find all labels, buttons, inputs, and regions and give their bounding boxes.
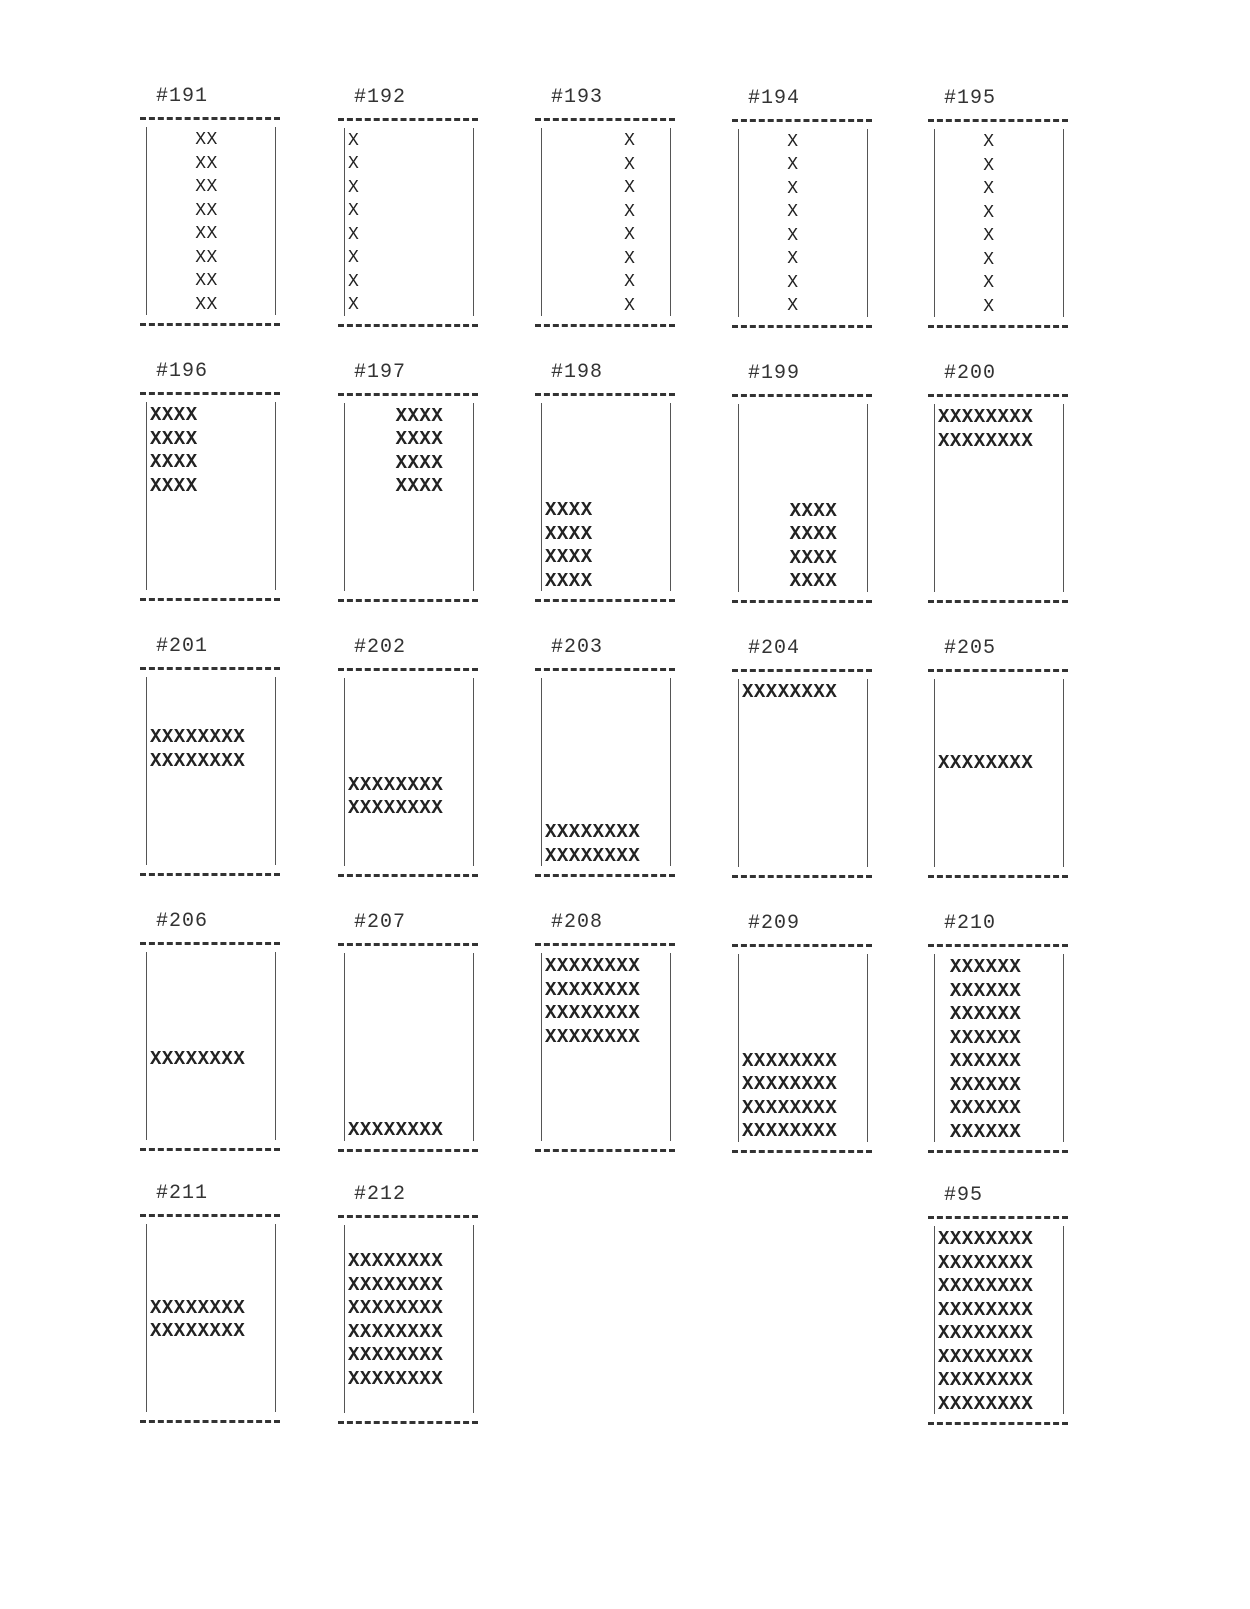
pattern-grid <box>348 1250 470 1391</box>
dashed-rule-bottom <box>535 599 675 602</box>
dashed-rule-bottom <box>338 599 478 602</box>
dashed-rule-top <box>928 119 1068 122</box>
pattern-row: X <box>545 201 636 222</box>
pattern-row: XXXX <box>545 499 593 522</box>
pattern-grid <box>938 956 1060 1144</box>
pattern-panel-209 <box>732 912 872 1162</box>
dashed-rule-top <box>338 1215 478 1218</box>
pattern-row: XXXX <box>348 475 444 498</box>
pattern-row: XXXXXX <box>938 1097 1022 1120</box>
pattern-row: X <box>348 130 360 151</box>
pattern-panel-196 <box>140 360 280 610</box>
pattern-row: XXXX <box>150 474 198 497</box>
pattern-row: XXXXXXXX <box>938 751 1034 774</box>
pattern-label: #198 <box>551 361 604 385</box>
pattern-row: X <box>545 131 636 152</box>
pattern-row: XXXXXXXX <box>938 1392 1034 1415</box>
pattern-row: X <box>545 295 636 316</box>
pattern-row: XXXXXX <box>938 1050 1022 1073</box>
pattern-row: XXXXXXXX <box>742 1120 838 1143</box>
pattern-row: X <box>938 249 995 270</box>
pattern-frame <box>738 679 868 867</box>
dashed-rule-bottom <box>928 325 1068 328</box>
dashed-rule-bottom <box>732 600 872 603</box>
pattern-label: #207 <box>354 910 407 934</box>
pattern-panel-212 <box>338 1183 478 1433</box>
pattern-row: XXXX <box>742 546 838 569</box>
pattern-label: #199 <box>748 361 801 385</box>
pattern-grid <box>742 1050 864 1144</box>
dashed-rule-bottom <box>140 1420 280 1423</box>
pattern-label: #191 <box>156 85 209 108</box>
pattern-row: XX <box>150 224 241 244</box>
pattern-grid <box>938 1228 1060 1416</box>
pattern-row: XX <box>150 153 241 174</box>
pattern-frame <box>344 1225 474 1413</box>
dashed-rule-top <box>928 394 1068 397</box>
pattern-label: #196 <box>156 360 209 383</box>
pattern-panel-194 <box>732 87 872 337</box>
dashed-rule-bottom <box>928 1422 1068 1425</box>
pattern-row: X <box>742 225 799 246</box>
dashed-rule-top <box>535 943 675 946</box>
pattern-panel-192 <box>338 86 478 336</box>
pattern-frame <box>738 954 868 1142</box>
pattern-grid <box>545 130 667 318</box>
dashed-rule-bottom <box>928 1150 1068 1153</box>
pattern-row: X <box>938 155 995 176</box>
pattern-row: XXXXXXXX <box>545 978 641 1001</box>
pattern-label: #202 <box>354 635 407 659</box>
dashed-rule-top <box>140 942 280 945</box>
pattern-row: XXXXXXXX <box>150 1320 246 1342</box>
pattern-row: X <box>545 248 636 269</box>
pattern-panel-197 <box>338 361 478 611</box>
pattern-row: XXXX <box>348 428 444 451</box>
pattern-row: X <box>545 225 636 246</box>
dashed-rule-top <box>732 944 872 947</box>
pattern-frame <box>146 1224 276 1412</box>
pattern-label: #209 <box>748 911 801 935</box>
pattern-grid <box>545 955 667 1049</box>
dashed-rule-bottom <box>535 1149 675 1152</box>
pattern-panel-195 <box>928 87 1068 337</box>
pattern-row: XXXX <box>742 499 838 522</box>
pattern-row: X <box>742 249 799 270</box>
pattern-row: XXXXXXXX <box>545 1002 641 1025</box>
pattern-row: XXXXXX <box>938 1003 1022 1026</box>
pattern-frame <box>541 678 671 866</box>
pattern-row: XX <box>150 294 241 315</box>
dashed-rule-bottom <box>732 325 872 328</box>
pattern-grid <box>545 499 667 593</box>
pattern-row: XXXX <box>545 546 593 569</box>
dashed-rule-bottom <box>928 600 1068 603</box>
pattern-row: XXXXXXXX <box>348 1344 444 1367</box>
dashed-rule-bottom <box>928 875 1068 878</box>
pattern-row: X <box>938 273 995 294</box>
pattern-label: #206 <box>156 910 209 933</box>
dashed-rule-bottom <box>338 1421 478 1424</box>
pattern-grid <box>545 821 667 868</box>
pattern-label: #211 <box>156 1182 209 1205</box>
pattern-label: #212 <box>354 1182 407 1206</box>
pattern-frame <box>541 128 671 316</box>
pattern-row: XXXXXXXX <box>938 1251 1034 1274</box>
dashed-rule-top <box>140 117 280 120</box>
dashed-rule-top <box>928 1216 1068 1219</box>
pattern-label: #195 <box>944 87 997 111</box>
pattern-panel-208 <box>535 911 675 1161</box>
pattern-label: #200 <box>944 362 997 386</box>
pattern-frame <box>541 403 671 591</box>
dashed-rule-bottom <box>140 1148 280 1151</box>
pattern-row: X <box>938 132 995 153</box>
dashed-rule-bottom <box>338 874 478 877</box>
pattern-row: X <box>742 202 799 223</box>
dashed-rule-top <box>140 392 280 395</box>
pattern-row: XXXXXXXX <box>150 749 246 772</box>
pattern-panel-203 <box>535 636 675 886</box>
dashed-rule-bottom <box>535 874 675 877</box>
pattern-panel-193 <box>535 86 675 336</box>
pattern-frame <box>934 1226 1064 1414</box>
pattern-frame <box>146 677 276 865</box>
pattern-label: #204 <box>748 636 801 660</box>
pattern-row: XXXXXXXX <box>348 1320 444 1343</box>
pattern-frame <box>146 952 276 1140</box>
pattern-row: X <box>742 178 799 199</box>
pattern-grid <box>348 130 470 318</box>
pattern-label: #205 <box>944 637 997 661</box>
pattern-row: XXXX <box>545 569 593 592</box>
dashed-rule-bottom <box>732 1150 872 1153</box>
pattern-row: XXXXXXXX <box>348 773 444 796</box>
dashed-rule-bottom <box>535 324 675 327</box>
pattern-grid <box>742 131 864 319</box>
pattern-panel-211 <box>140 1182 280 1432</box>
pattern-label: #208 <box>551 911 604 935</box>
pattern-panel-206 <box>140 910 280 1160</box>
pattern-row: XXXX <box>742 570 838 593</box>
dashed-rule-top <box>140 1214 280 1217</box>
pattern-panel-204 <box>732 637 872 887</box>
pattern-row: XXXXXX <box>938 979 1022 1002</box>
pattern-row: X <box>742 296 799 317</box>
pattern-frame <box>344 953 474 1141</box>
pattern-row: XXXX <box>150 404 198 426</box>
pattern-row: XX <box>150 200 241 221</box>
pattern-grid <box>938 406 1060 453</box>
pattern-row: XXXXXXXX <box>938 1322 1034 1345</box>
pattern-row: XXXXXXXX <box>545 955 641 978</box>
pattern-row: XXXXXXXX <box>348 1119 444 1142</box>
pattern-row: X <box>348 177 360 198</box>
pattern-row: X <box>545 154 636 175</box>
dashed-rule-bottom <box>140 323 280 326</box>
pattern-grid <box>150 404 272 498</box>
pattern-row: XXXX <box>545 522 593 545</box>
pattern-label: #203 <box>551 636 604 660</box>
pattern-row: XX <box>150 247 241 268</box>
pattern-frame <box>738 404 868 592</box>
pattern-row: XXXXXXXX <box>742 1096 838 1119</box>
pattern-row: XXXXXXXX <box>348 1250 444 1273</box>
pattern-grid <box>150 1297 272 1344</box>
pattern-row: XXXXXXXX <box>150 726 246 748</box>
dashed-rule-top <box>928 944 1068 947</box>
pattern-row: XXXXXXXX <box>348 1297 444 1320</box>
pattern-label: #95 <box>944 1184 984 1208</box>
pattern-row: X <box>348 154 360 175</box>
pattern-row: XXXX <box>150 427 198 450</box>
pattern-row: XXXXXX <box>938 1120 1022 1143</box>
dashed-rule-bottom <box>140 873 280 876</box>
pattern-panel-198 <box>535 361 675 611</box>
pattern-panel-95 <box>928 1184 1068 1434</box>
pattern-panel-210 <box>928 912 1068 1162</box>
pattern-row: X <box>742 272 799 293</box>
pattern-row: XXXXXXXX <box>938 1228 1034 1251</box>
pattern-grid <box>150 129 272 317</box>
dashed-rule-top <box>338 393 478 396</box>
dashed-rule-top <box>732 669 872 672</box>
pattern-grid <box>348 1119 470 1143</box>
pattern-frame <box>541 953 671 1141</box>
pattern-row: XXXXXXXX <box>545 1025 641 1048</box>
dashed-rule-top <box>535 393 675 396</box>
pattern-row: XXXX <box>348 451 444 474</box>
pattern-row: X <box>938 202 995 223</box>
pattern-row: XXXXXX <box>938 1026 1022 1049</box>
dashed-rule-top <box>535 668 675 671</box>
pattern-grid <box>150 726 272 773</box>
pattern-frame <box>146 402 276 590</box>
pattern-frame <box>738 129 868 317</box>
pattern-row: XX <box>150 130 241 150</box>
pattern-row: X <box>348 295 360 316</box>
pattern-row: X <box>348 224 360 245</box>
pattern-row: XXXXXXXX <box>742 1073 838 1096</box>
pattern-label: #197 <box>354 360 407 384</box>
dashed-rule-top <box>338 118 478 121</box>
pattern-row: XXXXXXXX <box>938 406 1034 429</box>
dashed-rule-bottom <box>338 1149 478 1152</box>
dashed-rule-top <box>140 667 280 670</box>
pattern-panel-191 <box>140 85 280 335</box>
pattern-row: XXXX <box>150 451 198 473</box>
dashed-rule-top <box>535 118 675 121</box>
pattern-row: XXXX <box>348 404 444 427</box>
pattern-row: X <box>742 155 799 176</box>
pattern-row: XXXXXXXX <box>545 844 641 867</box>
pattern-row: XXXXXXXX <box>742 680 838 703</box>
pattern-row: XXXXXXXX <box>938 1369 1034 1392</box>
pattern-label: #193 <box>551 86 604 110</box>
pattern-row: XXXXXXXX <box>938 1298 1034 1321</box>
dashed-rule-bottom <box>338 324 478 327</box>
pattern-frame <box>146 127 276 315</box>
pattern-frame <box>934 404 1064 592</box>
pattern-frame <box>344 128 474 316</box>
dashed-rule-bottom <box>732 875 872 878</box>
pattern-row: XXXXXXXX <box>938 1275 1034 1298</box>
pattern-panel-200 <box>928 362 1068 612</box>
dashed-rule-top <box>928 669 1068 672</box>
pattern-label: #201 <box>156 635 209 658</box>
pattern-frame <box>344 403 474 591</box>
pattern-label: #210 <box>944 912 997 936</box>
pattern-row: XX <box>150 177 241 197</box>
pattern-row: XXXXXXXX <box>742 1049 838 1072</box>
dashed-rule-bottom <box>140 598 280 601</box>
pattern-row: XX <box>150 271 241 291</box>
pattern-row: X <box>545 178 636 199</box>
pattern-frame <box>344 678 474 866</box>
pattern-panel-202 <box>338 636 478 886</box>
pattern-row: XXXXXX <box>938 956 1022 979</box>
pattern-row: XXXXXXXX <box>150 1296 246 1319</box>
pattern-label: #192 <box>354 85 407 109</box>
dashed-rule-top <box>732 394 872 397</box>
pattern-frame <box>934 679 1064 867</box>
pattern-row: X <box>742 131 799 152</box>
pattern-grid <box>150 1048 272 1072</box>
pattern-row: XXXXXXXX <box>150 1048 246 1070</box>
pattern-grid <box>938 752 1060 776</box>
pattern-label: #194 <box>748 86 801 110</box>
pattern-panel-201 <box>140 635 280 885</box>
pattern-row: X <box>348 201 360 222</box>
pattern-row: XXXXXXXX <box>348 1273 444 1296</box>
dashed-rule-top <box>732 119 872 122</box>
dashed-rule-top <box>338 943 478 946</box>
pattern-panel-199 <box>732 362 872 612</box>
pattern-row: X <box>938 296 995 317</box>
pattern-row: XXXX <box>742 523 838 546</box>
pattern-grid <box>742 500 864 594</box>
pattern-row: XXXXXXXX <box>938 1345 1034 1368</box>
pattern-grid <box>348 774 470 821</box>
pattern-row: XXXXXXXX <box>545 821 641 844</box>
pattern-panel-207 <box>338 911 478 1161</box>
pattern-row: X <box>938 179 995 200</box>
pattern-frame <box>934 129 1064 317</box>
pattern-row: XXXXXXXX <box>348 797 444 820</box>
pattern-panel-205 <box>928 637 1068 887</box>
pattern-grid <box>938 131 1060 319</box>
pattern-row: XXXXXX <box>938 1073 1022 1096</box>
pattern-row: XXXXXXXX <box>348 1367 444 1390</box>
pattern-row: X <box>545 272 636 293</box>
dashed-rule-top <box>338 668 478 671</box>
pattern-grid <box>348 405 470 499</box>
pattern-row: X <box>348 248 360 269</box>
pattern-row: X <box>348 271 360 292</box>
pattern-frame <box>934 954 1064 1142</box>
pattern-grid <box>742 681 864 705</box>
pattern-row: XXXXXXXX <box>938 429 1034 452</box>
pattern-row: X <box>938 226 995 247</box>
